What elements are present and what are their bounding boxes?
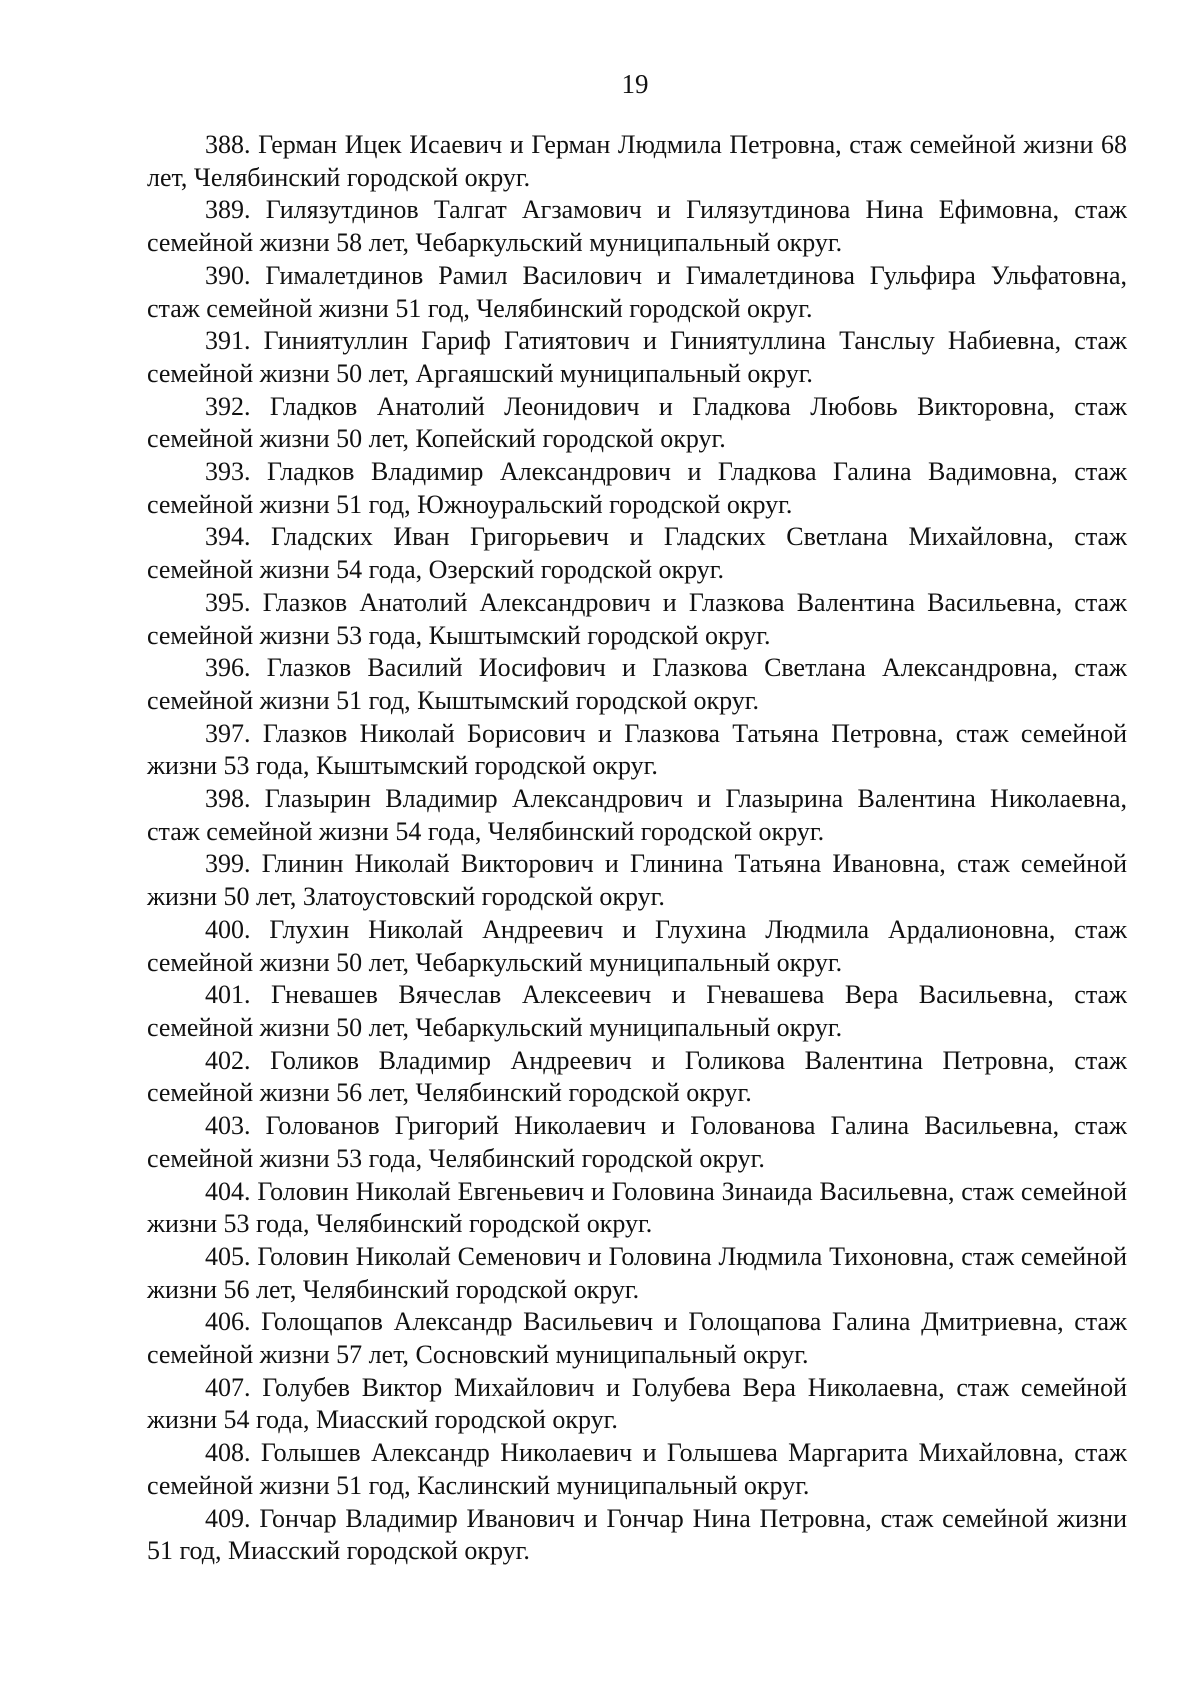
list-item: [147, 391, 1127, 456]
entry-number: 407.: [205, 1372, 251, 1402]
entry-number: 392.: [205, 391, 251, 421]
entry-text: Глухин Николай Андреевич и Глухина Людмила Ардалионовна, стаж семейной жизни 50 лет, Чебаркульский муниципальный округ.: [147, 914, 1128, 977]
page-number: 19: [621, 69, 649, 99]
entry-text: Гилязутдинов Талгат Агзамович и Гилязутдинова Нина Ефимовна, стаж семейной жизни 58 лет, Чебаркульский муниципальный округ.: [147, 195, 1127, 258]
entry-text: Головин Николай Семенович и Головина Людмила Тихоновна, стаж семейной жизни 56 лет, Челябинский городской округ.: [147, 1241, 1128, 1304]
list-item: [147, 587, 1127, 652]
entry-text: Гладских Иван Григорьевич и Гладских Светлана Михайловна, стаж семейной жизни 54 года, Озерский городской округ.: [147, 522, 1127, 585]
list-item: [147, 914, 1127, 979]
entry-text: Гладков Анатолий Леонидович и Гладкова Любовь Викторовна, стаж семейной жизни 50 лет, Копейский городской округ.: [147, 391, 1127, 454]
entry-text: Голышев Александр Николаевич и Голышева Маргарита Михайловна, стаж семейной жизни 51 год, Каслинский муниципальный округ.: [147, 1438, 1128, 1500]
entry-number: 395.: [205, 587, 251, 617]
entry-number: 404.: [205, 1176, 251, 1206]
list-item: [147, 1241, 1127, 1306]
list-item: [147, 783, 1127, 848]
entry-number: 397.: [205, 718, 251, 748]
entry-number: 405.: [205, 1241, 251, 1271]
entry-number: 390.: [205, 260, 251, 290]
entry-text: Голощапов Александр Васильевич и Голощапова Галина Дмитриевна, стаж семейной жизни 57 лет, Сосновский муниципальный округ.: [147, 1307, 1127, 1370]
list-item: [147, 1176, 1127, 1241]
entry-text: Глинин Николай Викторович и Глинина Татьяна Ивановна, стаж семейной жизни 50 лет, Златоустовский городской округ.: [147, 849, 1128, 912]
list-item: [147, 194, 1127, 259]
entry-number: 396.: [205, 653, 251, 683]
entry-number: 406.: [205, 1307, 251, 1337]
list-item: [147, 1110, 1127, 1175]
entry-text: Голованов Григорий Николаевич и Голованова Галина Васильевна, стаж семейной жизни 53 года, Челябинский городской округ.: [147, 1111, 1127, 1173]
entry-text: Глазков Василий Иосифович и Глазкова Светлана Александровна, стаж семейной жизни 51 год, Кыштымский городской округ.: [147, 653, 1128, 715]
entry-text: Глазков Анатолий Александрович и Глазкова Валентина Васильевна, стаж семейной жизни 53 года, Кыштымский городской округ.: [147, 587, 1128, 650]
entry-number: 409.: [205, 1503, 251, 1533]
entry-number: 388.: [205, 130, 251, 159]
list-item: [147, 1372, 1127, 1437]
list-item: [147, 521, 1127, 586]
entry-text: Гневашев Вячеслав Алексеевич и Гневашева Вера Васильевна, стаж семейной жизни 50 лет, Чебаркульский муниципальный округ.: [147, 980, 1128, 1042]
entry-number: 399.: [205, 849, 251, 879]
list-item: [147, 979, 1127, 1044]
entry-list: [147, 129, 1127, 1568]
entry-number: 400.: [205, 914, 251, 944]
list-item: [147, 1437, 1127, 1502]
entry-text: Герман Ицек Исаевич и Герман Людмила Петровна, стаж семейной жизни 68 лет, Челябинский городской округ.: [147, 130, 1127, 192]
entry-text: Голубев Виктор Михайлович и Голубева Вера Николаевна, стаж семейной жизни 54 года, Миасский городской округ.: [147, 1372, 1127, 1435]
entry-text: Гиниятуллин Гариф Гатиятович и Гиниятуллина Танслыу Набиевна, стаж семейной жизни 50 лет, Аргаяшский муниципальный округ.: [147, 326, 1127, 388]
list-item: [147, 325, 1127, 390]
entry-text: Глазырин Владимир Александрович и Глазырина Валентина Николаевна, стаж семейной жизни 54 года, Челябинский городской округ.: [147, 784, 1127, 846]
entry-number: 389.: [205, 195, 251, 225]
entry-text: Гималетдинов Рамил Василович и Гималетдинова Гульфира Ульфатовна, стаж семейной жизни 51 год, Челябинский городской округ.: [147, 260, 1127, 323]
list-item: [147, 260, 1127, 325]
entry-number: 393.: [205, 457, 251, 487]
entry-number: 394.: [205, 522, 251, 552]
list-item: [147, 652, 1127, 717]
list-item: [147, 1503, 1127, 1568]
entry-number: 408.: [205, 1438, 251, 1468]
list-item: [147, 129, 1127, 194]
list-item: [147, 1045, 1127, 1110]
entry-text: Гончар Владимир Иванович и Гончар Нина Петровна, стаж семейной жизни 51 год, Миасский городской округ.: [147, 1503, 1128, 1566]
entry-number: 403.: [205, 1111, 251, 1141]
entry-number: 391.: [205, 326, 251, 356]
entry-text: Голиков Владимир Андреевич и Голикова Валентина Петровна, стаж семейной жизни 56 лет, Челябинский городской округ.: [147, 1045, 1128, 1108]
list-item: [147, 718, 1127, 783]
entry-text: Глазков Николай Борисович и Глазкова Татьяна Петровна, стаж семейной жизни 53 года, Кыштымский городской округ.: [147, 718, 1127, 781]
list-item: [147, 848, 1127, 913]
list-item: [147, 456, 1127, 521]
entry-number: 402.: [205, 1045, 251, 1075]
entry-number: 398.: [205, 784, 251, 814]
list-item: [147, 1306, 1127, 1371]
entry-number: 401.: [205, 980, 251, 1010]
entry-text: Головин Николай Евгеньевич и Головина Зинаида Васильевна, стаж семейной жизни 53 года, Челябинский городской округ.: [147, 1176, 1127, 1239]
entry-text: Гладков Владимир Александрович и Гладкова Галина Вадимовна, стаж семейной жизни 51 год, Южноуральский городской округ.: [147, 457, 1127, 519]
